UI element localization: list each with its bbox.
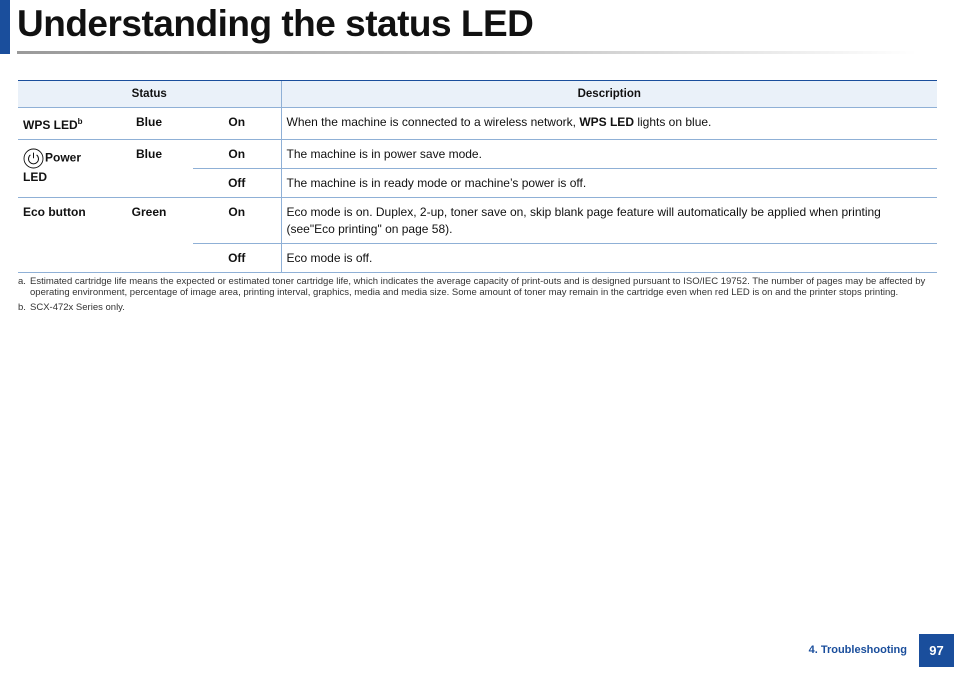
footnote-ref: b <box>77 117 83 126</box>
led-name-cell <box>18 108 105 140</box>
page-title: Understanding the status LED <box>17 3 534 44</box>
led-color: Blue <box>105 140 193 198</box>
header-description: Description <box>281 81 937 108</box>
led-description: Eco mode is off. <box>281 244 937 273</box>
description-bold-text: WPS LED <box>579 115 634 129</box>
led-state: Off <box>193 244 281 273</box>
footnote <box>18 276 936 298</box>
table-header-row <box>18 81 937 108</box>
led-name-cell <box>18 140 105 198</box>
led-state: On <box>193 140 281 169</box>
table-row <box>18 108 937 140</box>
led-color: Green <box>105 198 193 273</box>
page-number: 97 <box>919 634 954 667</box>
title-accent-bar <box>0 0 10 54</box>
led-state: Off <box>193 169 281 198</box>
table-row <box>18 198 937 244</box>
status-led-table <box>18 80 937 273</box>
footnote-mark: b. <box>18 302 26 313</box>
footer-section-link[interactable]: 4. Troubleshooting <box>808 644 907 656</box>
header-status: Status <box>18 81 281 108</box>
led-state: On <box>193 198 281 244</box>
led-description: The machine is in power save mode. <box>281 140 937 169</box>
footnote-text: Estimated cartridge life means the expected or estimated toner cartridge life, which indicates the average capacity of print-outs and is designed pursuant to ISO/IEC 19752. The number of pages may be affected by operating environment, percentage of image area, printing interval, graphics, media and media size. Some amount of toner may remain in the cartridge even when red LED is on and the printer stops printing. <box>30 276 926 298</box>
led-description: The machine is in ready mode or machine’s power is off. <box>281 169 937 198</box>
led-name: Power LED <box>23 150 82 184</box>
title-underline <box>17 51 917 54</box>
led-description: Eco mode is on. Duplex, 2-up, toner save on, skip blank page feature will automatically be applied when printing (see"Eco printing" on page 58). <box>281 198 937 244</box>
led-name: Eco button <box>23 205 86 219</box>
footnote-mark: a. <box>18 276 26 287</box>
led-name-cell <box>18 198 105 273</box>
table-row <box>18 140 937 169</box>
footnote <box>18 302 936 313</box>
description-text-end: lights on blue. <box>633 115 712 129</box>
power-icon <box>23 148 44 169</box>
led-description <box>281 108 937 140</box>
led-state: On <box>193 108 281 140</box>
led-color: Blue <box>105 108 193 140</box>
description-text: When the machine is connected to a wireless network, <box>286 115 580 129</box>
footnotes <box>18 276 936 317</box>
footnote-text: SCX-472x Series only. <box>30 302 125 313</box>
led-name: WPS LED <box>23 118 78 132</box>
